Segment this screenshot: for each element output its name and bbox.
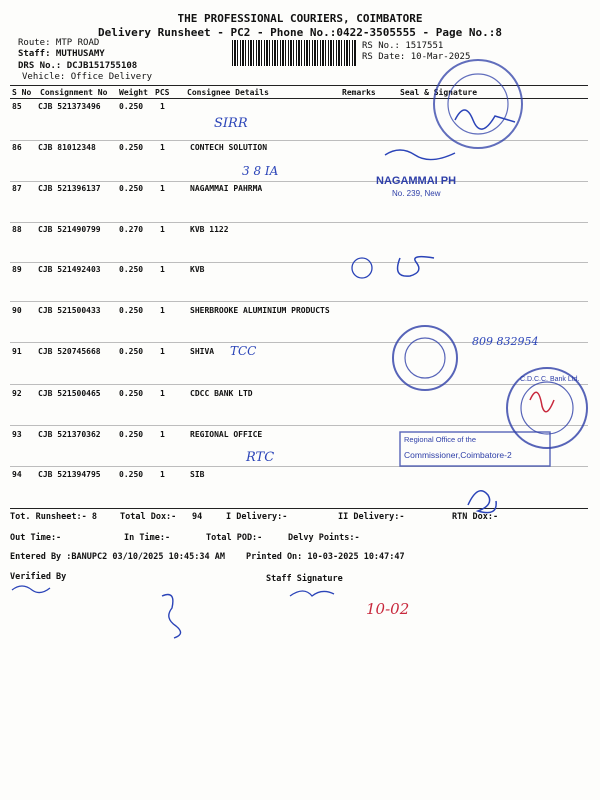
- nagammai-stamp-name: NAGAMMAI PH: [376, 175, 457, 187]
- row-92-sno: 92: [12, 389, 22, 398]
- staff-signature-scribble: [290, 591, 334, 596]
- printed-on: Printed On: 10-03-2025 10:47:47: [246, 552, 405, 562]
- handwriting-row-85: SIRR: [214, 116, 248, 131]
- row-86-consignment: CJB 81012348: [38, 143, 96, 152]
- col-consignee: Consignee Details: [187, 88, 269, 97]
- verified-scribble: [12, 586, 50, 593]
- row-86-weight: 0.250: [119, 143, 144, 152]
- total-pod: Total POD:-: [206, 533, 263, 543]
- row-89-weight: 0.250: [119, 265, 144, 274]
- rs-number: RS No.: 1517551: [362, 41, 444, 51]
- col-weight: Weight: [119, 88, 148, 97]
- i-delivery: I Delivery:-: [226, 512, 288, 522]
- total-runsheet: Tot. Runsheet:- 8: [10, 512, 97, 522]
- row-94-sno: 94: [12, 470, 22, 479]
- drs-label: DRS No.: DCJB151755108: [18, 61, 138, 71]
- row-90-sno: 90: [12, 306, 22, 315]
- signature-footer: [468, 491, 496, 513]
- row-93-pcs: 1: [160, 430, 165, 439]
- row-90-consignee: SHERBROOKE ALUMINIUM PRODUCTS: [190, 306, 330, 315]
- handwriting-row-93: RTC: [246, 450, 275, 465]
- phone-note: 809 832954: [472, 335, 539, 348]
- staff-label: Staff: MUTHUSAMY: [18, 49, 105, 59]
- row-91-consignee: SHIVA: [190, 347, 215, 356]
- row-91-weight: 0.250: [119, 347, 144, 356]
- row-92-weight: 0.250: [119, 389, 144, 398]
- col-sno: S No: [12, 88, 32, 97]
- regional-stamp-line2: Commissioner,Coimbatore-2: [404, 450, 512, 460]
- insurance-stamp: [434, 60, 522, 148]
- row-92-consignment: CJB 521500465: [38, 389, 101, 398]
- row-88-weight: 0.270: [119, 225, 144, 234]
- large-scribble-mark: [162, 595, 181, 639]
- rs-date: RS Date: 10-Mar-2025: [362, 52, 471, 62]
- row-93-weight: 0.250: [119, 430, 144, 439]
- row-85-consignment: CJB 521373496: [38, 102, 101, 111]
- in-time: In Time:-: [124, 533, 171, 543]
- handwriting-row-87: 3 8 IA: [242, 164, 279, 178]
- row-94-weight: 0.250: [119, 470, 144, 479]
- row-86-pcs: 1: [160, 143, 165, 152]
- total-dox-label: Total Dox:-: [120, 512, 177, 522]
- handwriting-date-note: 10-02: [366, 600, 410, 618]
- row-94-consignee: SIB: [190, 470, 205, 479]
- row-87-sno: 87: [12, 184, 22, 193]
- row-87-pcs: 1: [160, 184, 165, 193]
- entered-by: Entered By :BANUPC2 03/10/2025 10:45:34 AM: [10, 552, 225, 562]
- row-88-sno: 88: [12, 225, 22, 234]
- row-93-sno: 93: [12, 430, 22, 439]
- company-title: THE PROFESSIONAL COURIERS, COIMBATORE: [177, 12, 423, 25]
- row-87-consignment: CJB 521396137: [38, 184, 101, 193]
- row-92-consignee: CDCC BANK LTD: [190, 389, 253, 398]
- handwriting-row-91: TCC: [230, 344, 257, 358]
- total-dox-value: 94: [192, 512, 203, 522]
- col-consignment: Consignment No: [40, 88, 108, 97]
- rtn-dox: RTN Dox:-: [452, 512, 499, 522]
- row-85-pcs: 1: [160, 102, 165, 111]
- staff-signature-label: Staff Signature: [266, 574, 343, 584]
- row-90-pcs: 1: [160, 306, 165, 315]
- col-pcs: PCS: [155, 88, 170, 97]
- row-90-consignment: CJB 521500433: [38, 306, 101, 315]
- shiva-stamp: [393, 326, 457, 390]
- vehicle-label: Vehicle: Office Delivery: [22, 72, 153, 82]
- row-88-consignee: KVB 1122: [190, 225, 229, 234]
- runsheet-subtitle: Delivery Runsheet - PC2 - Phone No.:0422-3505555 - Page No.:8: [98, 26, 502, 39]
- row-91-pcs: 1: [160, 347, 165, 356]
- row-93-consignment: CJB 521370362: [38, 430, 101, 439]
- ii-delivery: II Delivery:-: [338, 512, 405, 522]
- row-94-pcs: 1: [160, 470, 165, 479]
- row-92-pcs: 1: [160, 389, 165, 398]
- row-89-sno: 89: [12, 265, 22, 274]
- col-seal: Seal & Signature: [400, 88, 478, 97]
- regional-stamp-line1: Regional Office of the: [404, 435, 476, 444]
- row-86-sno: 86: [12, 143, 22, 152]
- row-90-weight: 0.250: [119, 306, 144, 315]
- row-89-consignment: CJB 521492403: [38, 265, 101, 274]
- circle-mark-89: [352, 258, 372, 278]
- signature-85: [455, 110, 515, 129]
- row-89-pcs: 1: [160, 265, 165, 274]
- verified-by: Verified By: [10, 572, 67, 582]
- row-91-consignment: CJB 520745668: [38, 347, 101, 356]
- row-85-sno: 85: [12, 102, 22, 111]
- signature-92-red: [530, 392, 554, 411]
- row-94-consignment: CJB 521394795: [38, 470, 101, 479]
- route-label: Route: MTP ROAD: [18, 38, 100, 48]
- cdcc-stamp-text: C.D.C.C. Bank Ltd.: [520, 376, 580, 383]
- signature-89: [398, 257, 434, 277]
- row-85-weight: 0.250: [119, 102, 144, 111]
- col-remarks: Remarks: [342, 88, 376, 97]
- row-89-consignee: KVB: [190, 265, 205, 274]
- row-87-consignee: NAGAMMAI PAHRMA: [190, 184, 263, 193]
- row-91-sno: 91: [12, 347, 22, 356]
- row-87-weight: 0.250: [119, 184, 144, 193]
- row-93-consignee: REGIONAL OFFICE: [190, 430, 263, 439]
- signature-86: [385, 150, 455, 160]
- nagammai-stamp-addr: No. 239, New: [392, 189, 441, 198]
- out-time: Out Time:-: [10, 533, 62, 543]
- row-86-consignee: CONTECH SOLUTION: [190, 143, 268, 152]
- row-88-pcs: 1: [160, 225, 165, 234]
- row-88-consignment: CJB 521490799: [38, 225, 101, 234]
- delvy-points: Delvy Points:-: [288, 533, 360, 543]
